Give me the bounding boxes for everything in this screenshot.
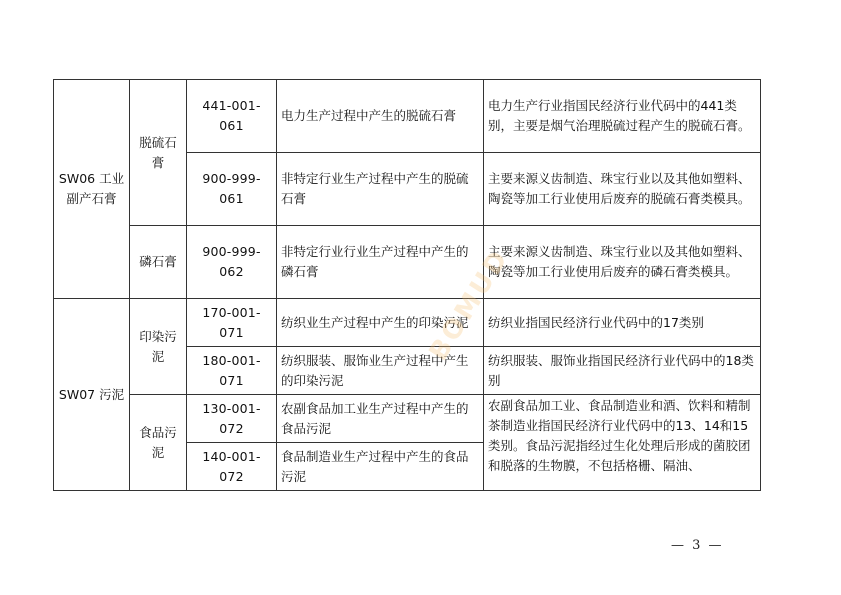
subcategory-cell: 印染污泥 xyxy=(130,299,187,395)
table-row xyxy=(54,299,761,347)
source-cell: 纺织业生产过程中产生的印染污泥 xyxy=(277,299,484,347)
waste-code: 140-001-072 xyxy=(187,443,277,491)
waste-code: 900-999-061 xyxy=(187,153,277,226)
waste-code: 900-999-062 xyxy=(187,226,277,299)
description-cell: 主要来源义齿制造、珠宝行业以及其他如塑料、陶瓷等加工行业使用后废弃的脱硫石膏类模具。 xyxy=(484,153,761,226)
subcategory-cell: 磷石膏 xyxy=(130,226,187,299)
waste-classification-table xyxy=(53,79,761,491)
category-cell: SW07 污泥 xyxy=(54,299,130,491)
source-cell: 食品制造业生产过程中产生的食品污泥 xyxy=(277,443,484,491)
description-cell: 电力生产行业指国民经济行业代码中的441类别，主要是烟气治理脱硫过程产生的脱硫石膏。 xyxy=(484,80,761,153)
waste-code: 180-001-071 xyxy=(187,347,277,395)
table-row xyxy=(54,80,761,153)
waste-code: 441-001-061 xyxy=(187,80,277,153)
table-row xyxy=(54,395,761,443)
subcategory-cell: 脱硫石膏 xyxy=(130,80,187,226)
description-cell: 农副食品加工业、食品制造业和酒、饮料和精制茶制造业指国民经济行业代码中的13、14和15类别。食品污泥指经过生化处理后形成的菌胶团和脱落的生物膜，不包括格栅、隔油、 xyxy=(484,395,761,491)
page-number: — 3 — xyxy=(671,538,724,553)
category-cell: SW06 工业副产石膏 xyxy=(54,80,130,299)
subcategory-cell: 食品污泥 xyxy=(130,395,187,491)
source-cell: 纺织服装、服饰业生产过程中产生的印染污泥 xyxy=(277,347,484,395)
description-cell: 纺织服装、服饰业指国民经济行业代码中的18类别 xyxy=(484,347,761,395)
waste-code: 130-001-072 xyxy=(187,395,277,443)
source-cell: 农副食品加工业生产过程中产生的食品污泥 xyxy=(277,395,484,443)
description-cell: 主要来源义齿制造、珠宝行业以及其他如塑料、陶瓷等加工行业使用后废弃的磷石膏类模具。 xyxy=(484,226,761,299)
table-row xyxy=(54,226,761,299)
waste-code: 170-001-071 xyxy=(187,299,277,347)
description-cell: 纺织业指国民经济行业代码中的17类别 xyxy=(484,299,761,347)
source-cell: 电力生产过程中产生的脱硫石膏 xyxy=(277,80,484,153)
source-cell: 非特定行业行业生产过程中产生的磷石膏 xyxy=(277,226,484,299)
watermark-text: BOMUD xyxy=(423,243,516,367)
source-cell: 非特定行业生产过程中产生的脱硫石膏 xyxy=(277,153,484,226)
